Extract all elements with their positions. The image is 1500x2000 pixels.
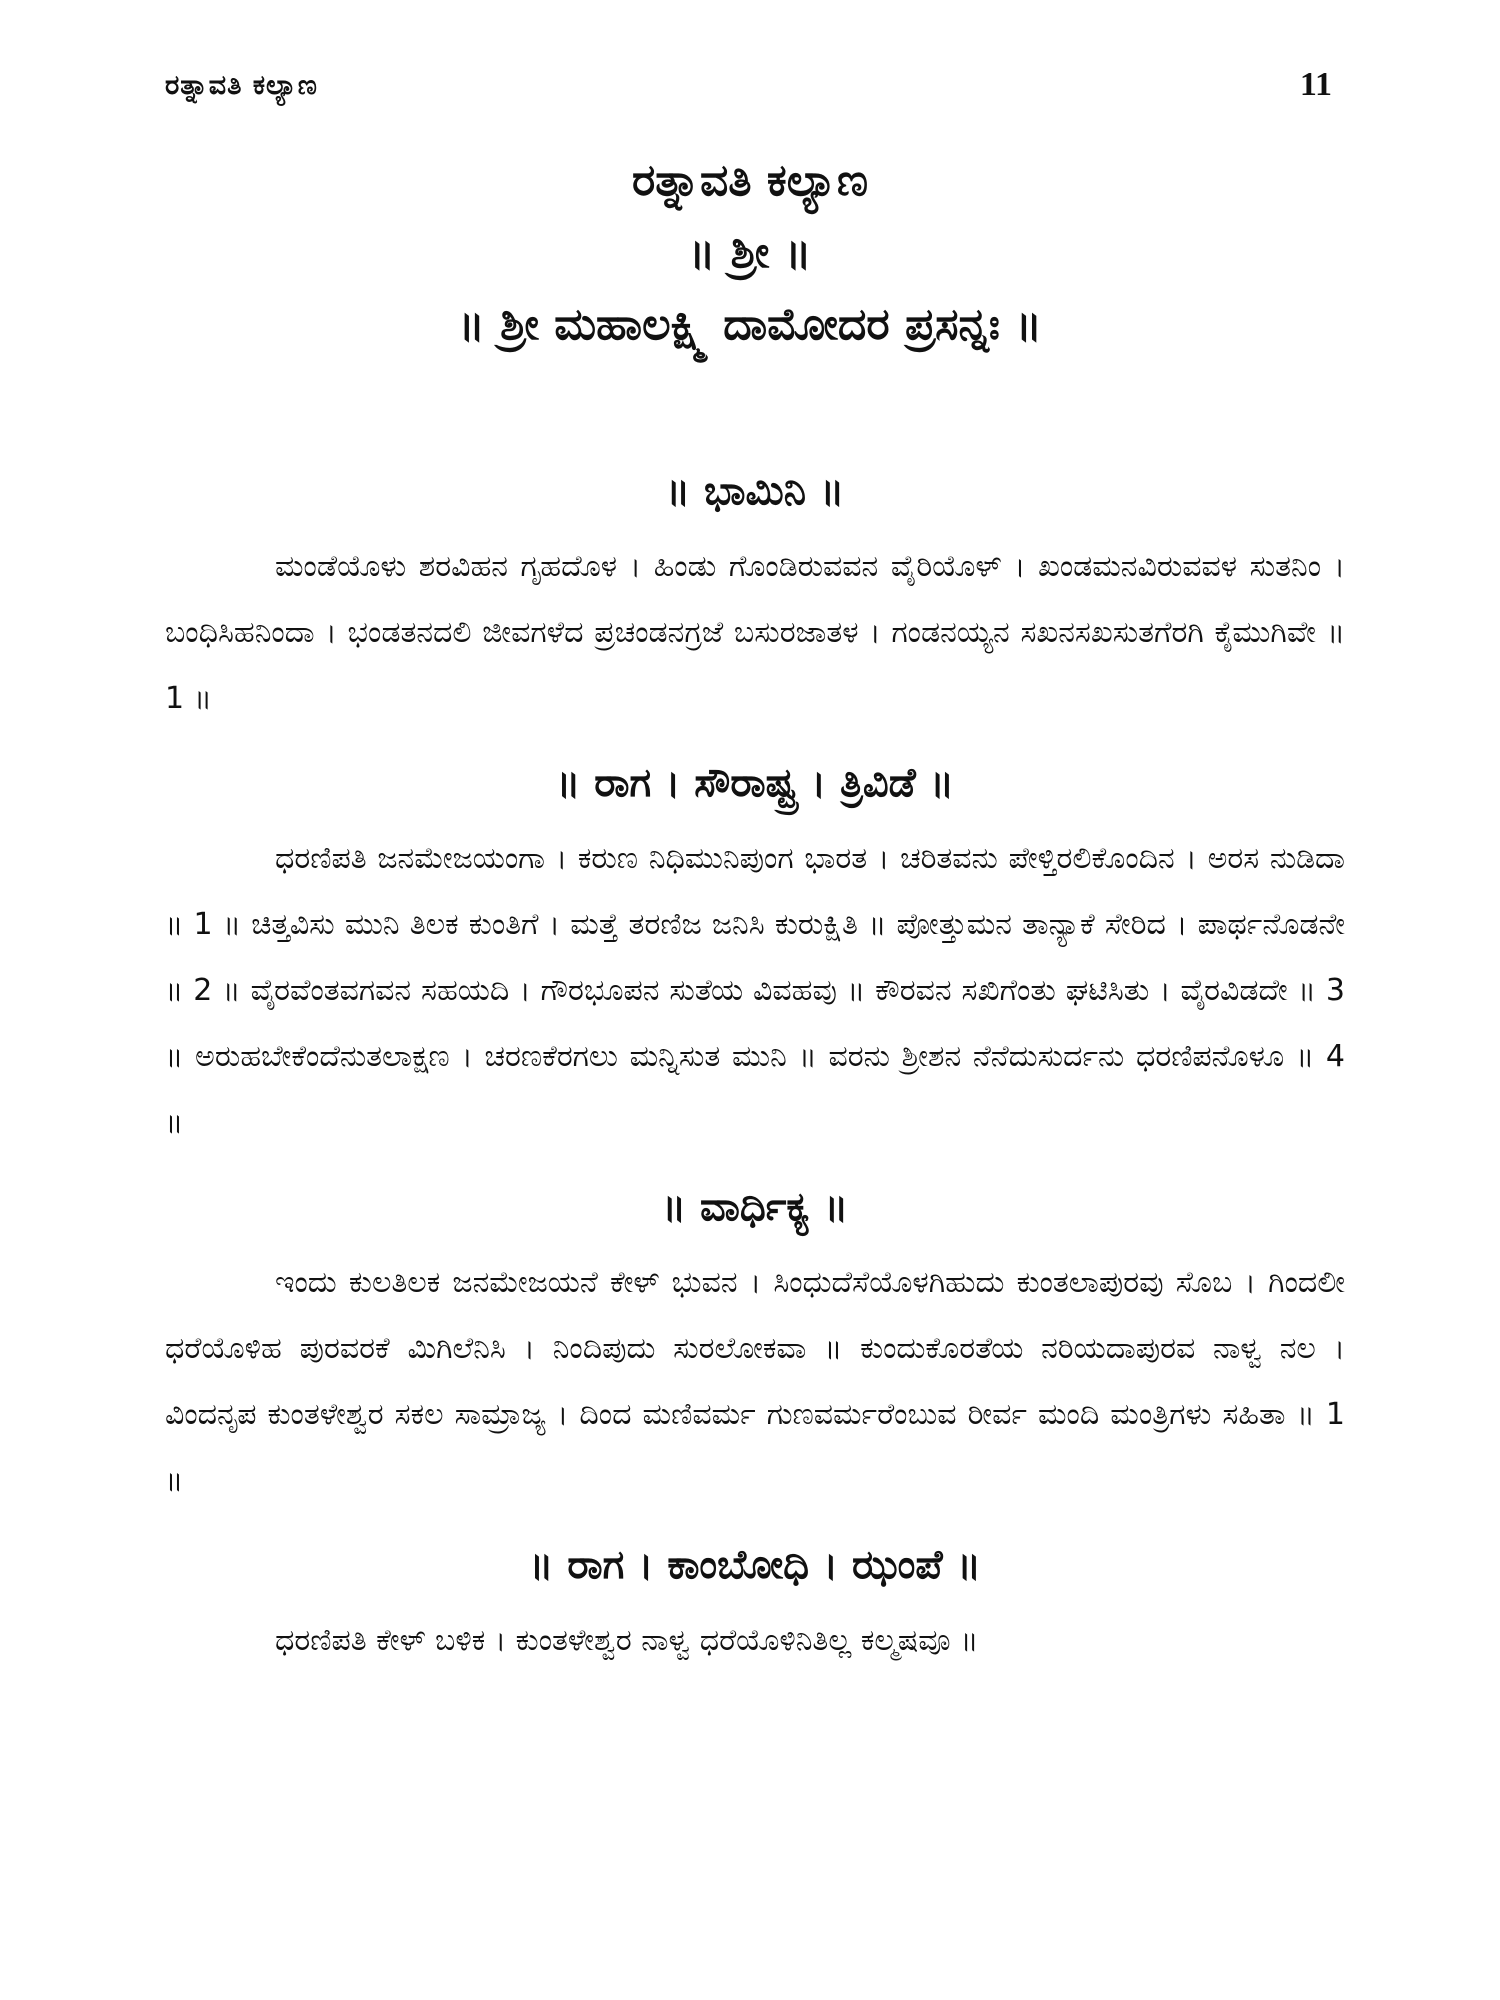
verse-paragraph-vardhikya: ಇಂದು ಕುಲತಿಲಕ ಜನಮೇಜಯನೆ ಕೇಳ್ ಭುವನ । ಸಿಂಧುದೆಸೆಯೊಳಗಿಹುದು ಕುಂತಲಾಪುರವು ಸೊಬ । ಗಿಂದಲೀ ಧರೆಯೊಳಿಹ ಪುರವರಕೆ ಮಿಗಿಲೆನಿಸಿ । ನಿಂದಿಪುದು ಸುರಲೋಕವಾ ॥ ಕುಂದುಕೊರತೆಯ ನರಿಯದಾಪುರವ ನಾಳ್ವ ನಲ । ವಿಂದನೃಪ ಕುಂತಳೇಶ್ವರ ಸಕಲ ಸಾಮ್ರಾಜ್ಯ । ದಿಂದ ಮಣಿವರ್ಮ ಗುಣವರ್ಮರೆಂಬುವ ರೀರ್ವ ಮಂದಿ ಮಂತ್ರಿಗಳು ಸಹಿತಾ ॥ 1 ॥ [165, 1265, 1345, 1498]
section-heading-vardhikya: ॥ ವಾರ್ಧಿಕ್ಯ ॥ [661, 1184, 849, 1230]
main-title: ರತ್ನಾವತಿ ಕಲ್ಯಾಣ [631, 155, 869, 206]
verse-paragraph-kambodhi: ಧರಣಿಪತಿ ಕೇಳ್ ಬಳಿಕ । ಕುಂತಳೇಶ್ವರ ನಾಳ್ವ ಧರೆಯೊಳಿನಿತಿಲ್ಲ ಕಲ್ಮಷವೂ ॥ [275, 1623, 979, 1658]
section-heading-bhamini: ॥ ಭಾಮಿನಿ ॥ [665, 468, 845, 514]
invocation-mahalakshmi: ॥ ಶ್ರೀ ಮಹಾಲಕ್ಷ್ಮಿ ದಾಮೋದರ ಪ್ರಸನ್ನಃ ॥ [458, 299, 1042, 350]
verse-paragraph-bhamini: ಮಂಡೆಯೊಳು ಶರವಿಹನ ಗೃಹದೊಳ । ಹಿಂಡು ಗೊಂಡಿರುವವನ ವೈರಿಯೊಳ್ । ಖಂಡಮನವಿರುವವಳ ಸುತನಿಂ । ಬಂಧಿಸಿಹನಿಂದಾ । ಭಂಡತನದಲಿ ಜೀವಗಳೆದ ಪ್ರಚಂಡನಗ್ರಜೆ ಬಸುರಜಾತಳ । ಗಂಡನಯ್ಯನ ಸಖನಸಖಸುತಗೆರಗಿ ಕೈಮುಗಿವೇ ॥ 1 ॥ [165, 549, 1345, 716]
section-heading-kambodhi: ॥ ರಾಗ । ಕಾಂಬೋಧಿ । ಝಂಪೆ ॥ [529, 1542, 981, 1588]
running-title: ರತ್ನಾವತಿ ಕಲ್ಯಾಣ [165, 70, 318, 101]
section-heading-saurashtra: ॥ ರಾಗ । ಸೌರಾಷ್ಟ್ರ । ತ್ರಿವಿಡೆ ॥ [555, 760, 955, 806]
title-block [0, 145, 1500, 361]
page-number: 11 [1299, 66, 1332, 103]
invocation-shri: ॥ ಶ್ರೀ ॥ [688, 227, 812, 278]
verse-content [165, 460, 1345, 1694]
verse-paragraph-saurashtra: ಧರಣಿಪತಿ ಜನಮೇಜಯಂಗಾ । ಕರುಣ ನಿಧಿಮುನಿಪುಂಗ ಭಾರತ । ಚರಿತವನು ಪೇಳ್ತಿರಲಿಕೊಂದಿನ । ಅರಸ ನುಡಿದಾ ॥ 1 ॥ ಚಿತ್ತವಿಸು ಮುನಿ ತಿಲಕ ಕುಂತಿಗೆ । ಮತ್ತೆ ತರಣಿಜ ಜನಿಸಿ ಕುರುಕ್ಷಿತಿ ॥ ಪೋತ್ತುಮನ ತಾನ್ಯಾಕೆ ಸೇರಿದ । ಪಾರ್ಥನೊಡನೇ ॥ 2 ॥ ವೈರವೆಂತವಗವನ ಸಹಯದಿ । ಗೌರಭೂಪನ ಸುತೆಯ ವಿವಹವು ॥ ಕೌರವನ ಸಖಿಗೆಂತು ಘಟಿಸಿತು । ವೈರವಿಡದೇ ॥ 3 ॥ ಅರುಹಬೇಕೆಂದೆನುತಲಾಕ್ಷಣ । ಚರಣಕೆರಗಲು ಮನ್ನಿಸುತ ಮುನಿ ॥ ವರನು ಶ್ರೀಶನ ನೆನೆದುಸುರ್ದನು ಧರಣಿಪನೊಳೂ ॥ 4 ॥ [165, 841, 1345, 1140]
